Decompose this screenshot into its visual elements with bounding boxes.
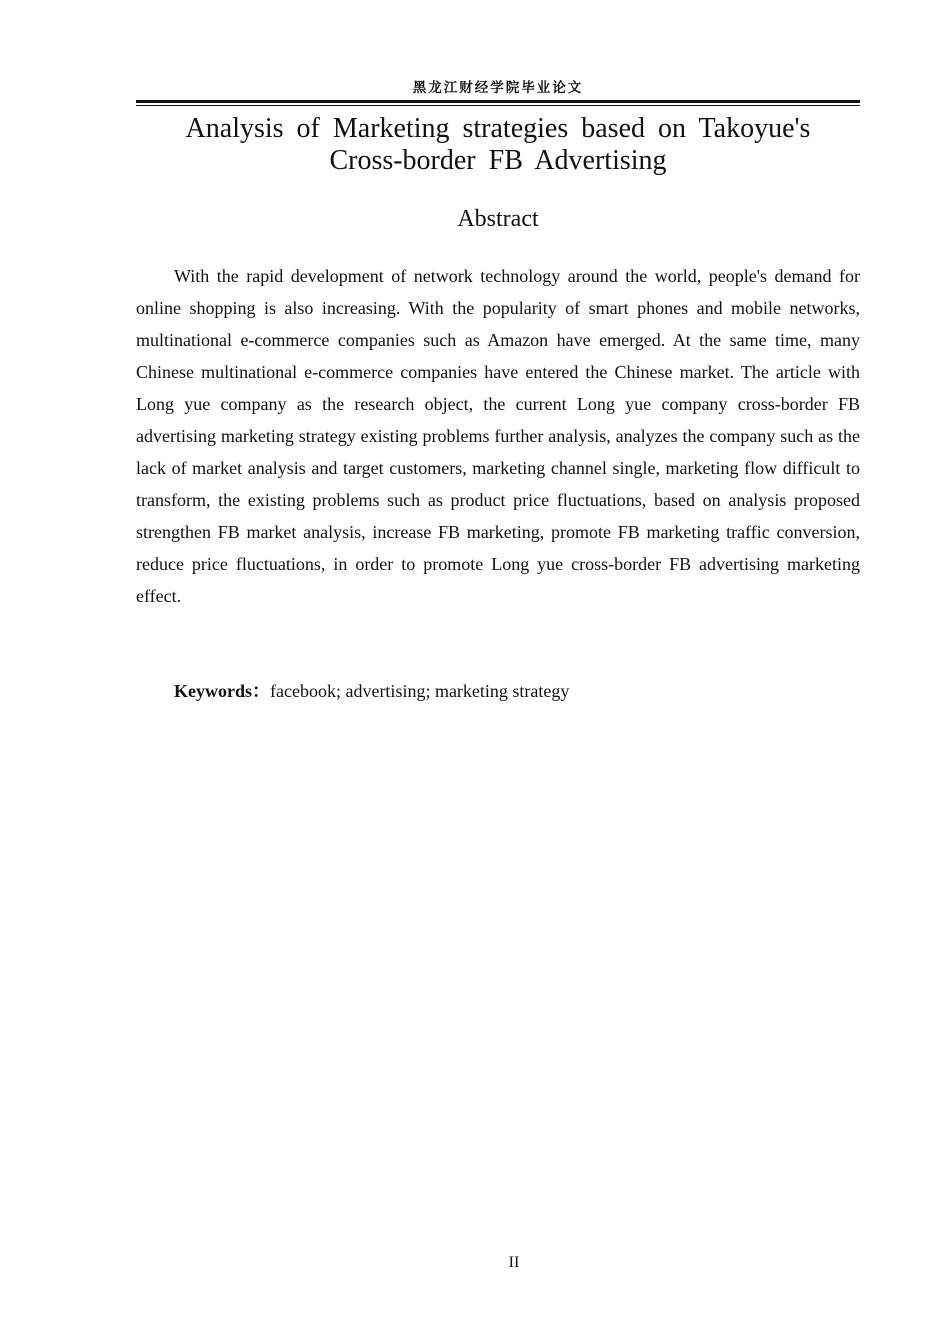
header-rule-thick (136, 100, 860, 103)
running-header: 黑龙江财经学院毕业论文 (412, 80, 584, 96)
page-number: II (508, 1254, 520, 1271)
abstract-body: With the rapid development of network technology around the world, people's demand for online shopping is also increasing. With the popularity of smart phones and mobile networks, multinational e-commerce companies such as Amazon have emerged. At the same time, many Chinese multinational e-commerce companies have entered the Chinese market. The article with Long yue company as the research object, the current Long yue company cross-border FB advertising marketing strategy existing problems further analysis, analyzes the company such as the lack of market analysis and target customers, marketing channel single, marketing flow difficult to transform, the existing problems such as product price fluctuations, based on analysis proposed strengthen FB market analysis, increase FB marketing, promote FB marketing traffic conversion, reduce price fluctuations, in order to promote Long yue cross-border FB advertising marketing effect. (136, 266, 860, 606)
keywords-label: Keywords： (174, 681, 270, 701)
header-rule-thin (136, 105, 860, 106)
paper-title-line-2: Cross-border FB Advertising (329, 145, 667, 176)
paper-title-line-1: Analysis of Marketing strategies based on Takoyue's (185, 113, 811, 144)
paper-title (136, 113, 860, 177)
keywords-line (174, 676, 569, 706)
abstract-heading: Abstract (457, 206, 539, 232)
keywords-value: facebook; advertising; marketing strategy (270, 681, 570, 701)
